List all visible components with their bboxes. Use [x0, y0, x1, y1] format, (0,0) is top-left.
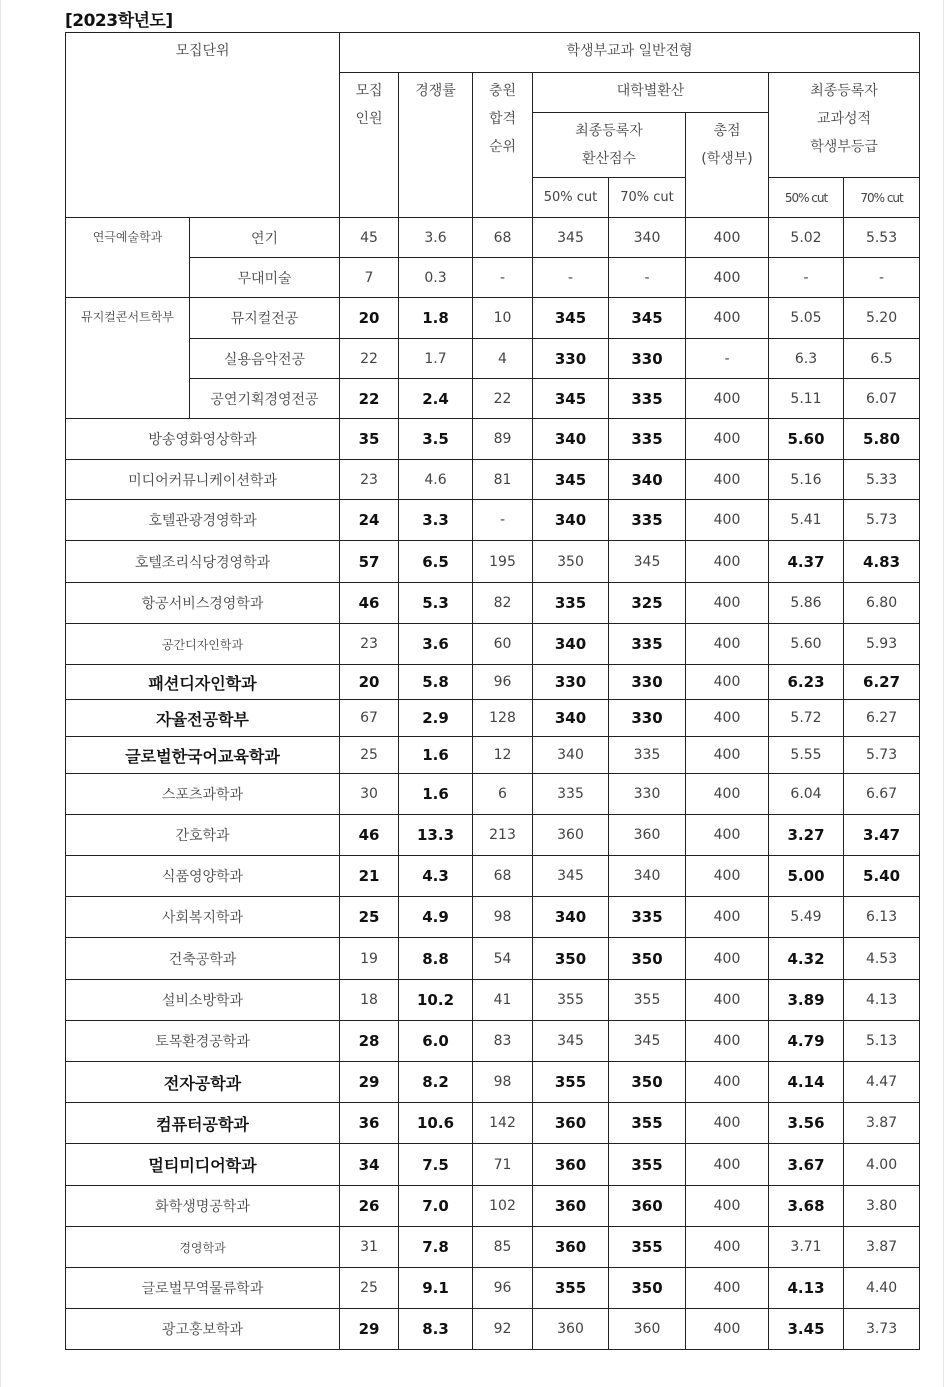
- table-cell: 1.6: [399, 737, 473, 774]
- table-cell: 4.40: [844, 1268, 920, 1309]
- table-cell: 29: [340, 1062, 399, 1103]
- table-cell: 82: [473, 583, 533, 624]
- table-cell: 5.02: [769, 218, 844, 258]
- header-admission-type: 학생부교과 일반전형: [340, 33, 920, 73]
- table-cell: 5.33: [844, 460, 920, 500]
- table-cell: 5.93: [844, 624, 920, 665]
- table-cell: 20: [340, 298, 399, 339]
- table-cell: 355: [533, 980, 609, 1021]
- table-cell: 345: [609, 298, 686, 339]
- table-cell: 5.20: [844, 298, 920, 339]
- table-cell: 335: [609, 897, 686, 938]
- table-cell: 400: [686, 856, 769, 897]
- table-cell: 3.80: [844, 1186, 920, 1227]
- table-cell: 340: [533, 737, 609, 774]
- table-cell: 5.13: [844, 1021, 920, 1062]
- table-cell: -: [473, 258, 533, 298]
- table-cell: -: [473, 500, 533, 541]
- table-cell: 3.27: [769, 815, 844, 856]
- table-cell: 335: [609, 419, 686, 460]
- table-cell: 4.37: [769, 541, 844, 583]
- department-name: 방송영화영상학과: [66, 419, 340, 460]
- table-cell: 5.41: [769, 500, 844, 541]
- table-cell: 195: [473, 541, 533, 583]
- table-cell: 335: [533, 583, 609, 624]
- table-row: [66, 1268, 920, 1309]
- table-cell: 4.47: [844, 1062, 920, 1103]
- table-row: [66, 774, 920, 815]
- table-cell: 340: [533, 500, 609, 541]
- table-cell: 360: [609, 1186, 686, 1227]
- header-competition: 경쟁률: [399, 73, 473, 218]
- table-cell: 46: [340, 583, 399, 624]
- table-cell: 350: [533, 938, 609, 980]
- table-cell: 335: [533, 774, 609, 815]
- table-cell: 1.7: [399, 339, 473, 379]
- table-cell: 4.14: [769, 1062, 844, 1103]
- table-cell: 34: [340, 1144, 399, 1186]
- table-cell: 400: [686, 258, 769, 298]
- table-cell: 400: [686, 624, 769, 665]
- table-cell: 25: [340, 737, 399, 774]
- major-name: 실용음악전공: [190, 339, 340, 379]
- table-cell: 4.32: [769, 938, 844, 980]
- table-cell: 57: [340, 541, 399, 583]
- table-cell: 5.73: [844, 500, 920, 541]
- table-cell: 5.86: [769, 583, 844, 624]
- table-cell: 400: [686, 737, 769, 774]
- department-name: 글로벌한국어교육학과: [66, 737, 340, 774]
- header-recruit: 모집 인원: [340, 73, 399, 218]
- table-cell: 98: [473, 897, 533, 938]
- table-cell: 25: [340, 897, 399, 938]
- table-cell: 5.16: [769, 460, 844, 500]
- table-cell: 400: [686, 379, 769, 419]
- table-cell: 19: [340, 938, 399, 980]
- table-row: [66, 583, 920, 624]
- table-cell: 71: [473, 1144, 533, 1186]
- department-name: 토목환경공학과: [66, 1021, 340, 1062]
- admission-results-table: [65, 32, 920, 1350]
- table-cell: 22: [340, 379, 399, 419]
- table-cell: 3.3: [399, 500, 473, 541]
- table-cell: 400: [686, 460, 769, 500]
- table-cell: 7.5: [399, 1144, 473, 1186]
- table-row: [66, 500, 920, 541]
- table-cell: 4: [473, 339, 533, 379]
- table-cell: 3.71: [769, 1227, 844, 1268]
- table-cell: 340: [609, 856, 686, 897]
- table-row: [66, 665, 920, 700]
- department-name: 경영학과: [66, 1227, 340, 1268]
- table-cell: 10.6: [399, 1103, 473, 1144]
- header-conversion: 대학별환산: [533, 73, 769, 113]
- table-cell: 350: [533, 541, 609, 583]
- table-cell: 345: [533, 298, 609, 339]
- table-cell: 6.5: [844, 339, 920, 379]
- department-name: 전자공학과: [66, 1062, 340, 1103]
- table-row: [66, 737, 920, 774]
- department-name: 광고홍보학과: [66, 1309, 340, 1350]
- department-name: 패션디자인학과: [66, 665, 340, 700]
- table-cell: 13.3: [399, 815, 473, 856]
- department-name: 식품영양학과: [66, 856, 340, 897]
- table-cell: 345: [533, 856, 609, 897]
- table-cell: 340: [533, 624, 609, 665]
- table-cell: 3.6: [399, 624, 473, 665]
- table-row: [66, 980, 920, 1021]
- table-cell: 350: [609, 938, 686, 980]
- table-cell: 360: [533, 1309, 609, 1350]
- table-cell: 35: [340, 419, 399, 460]
- table-cell: -: [769, 258, 844, 298]
- table-cell: 92: [473, 1309, 533, 1350]
- table-row: [66, 856, 920, 897]
- table-cell: -: [533, 258, 609, 298]
- table-row: [66, 1021, 920, 1062]
- table-cell: 360: [533, 1227, 609, 1268]
- table-cell: 4.13: [769, 1268, 844, 1309]
- header-grade: 최종등록자 교과성적 학생부등급: [769, 73, 920, 178]
- table-cell: 355: [609, 1227, 686, 1268]
- table-cell: 340: [533, 419, 609, 460]
- table-cell: 6.27: [844, 700, 920, 737]
- table-cell: 4.6: [399, 460, 473, 500]
- table-cell: -: [609, 258, 686, 298]
- table-cell: 330: [609, 665, 686, 700]
- table-cell: 5.11: [769, 379, 844, 419]
- table-cell: 5.80: [844, 419, 920, 460]
- table-cell: 1.8: [399, 298, 473, 339]
- department-name: 항공서비스경영학과: [66, 583, 340, 624]
- table-cell: 3.47: [844, 815, 920, 856]
- table-cell: 4.53: [844, 938, 920, 980]
- table-cell: 89: [473, 419, 533, 460]
- table-cell: 6.3: [769, 339, 844, 379]
- table-cell: 26: [340, 1186, 399, 1227]
- table-cell: 400: [686, 1227, 769, 1268]
- table-cell: 18: [340, 980, 399, 1021]
- table-cell: 345: [609, 541, 686, 583]
- table-cell: 400: [686, 1186, 769, 1227]
- table-row: [66, 298, 920, 339]
- table-cell: 330: [609, 339, 686, 379]
- table-row: [66, 700, 920, 737]
- table-cell: 6.04: [769, 774, 844, 815]
- table-cell: 360: [533, 1103, 609, 1144]
- table-cell: 355: [609, 1144, 686, 1186]
- header-cut70: 70% cut: [609, 178, 686, 218]
- table-cell: 355: [533, 1268, 609, 1309]
- table-cell: 8.2: [399, 1062, 473, 1103]
- department-name: 호텔관광경영학과: [66, 500, 340, 541]
- table-cell: 3.67: [769, 1144, 844, 1186]
- department-name: 멀티미디어학과: [66, 1144, 340, 1186]
- major-name: 무대미술: [190, 258, 340, 298]
- table-cell: 3.68: [769, 1186, 844, 1227]
- table-cell: 10: [473, 298, 533, 339]
- table-cell: 340: [609, 218, 686, 258]
- table-cell: 3.45: [769, 1309, 844, 1350]
- table-cell: 400: [686, 500, 769, 541]
- table-cell: 5.3: [399, 583, 473, 624]
- table-row: [66, 1062, 920, 1103]
- table-cell: 20: [340, 665, 399, 700]
- table-cell: 85: [473, 1227, 533, 1268]
- header-unit: 모집단위: [66, 33, 340, 218]
- table-cell: 29: [340, 1309, 399, 1350]
- table-cell: 4.13: [844, 980, 920, 1021]
- table-cell: 5.60: [769, 624, 844, 665]
- header-grade-cut70: 70% cut: [844, 178, 920, 218]
- department-name: 공간디자인학과: [66, 624, 340, 665]
- table-row: [66, 1227, 920, 1268]
- table-cell: 22: [340, 339, 399, 379]
- table-row: [66, 258, 920, 298]
- table-cell: 6.07: [844, 379, 920, 419]
- table-cell: 400: [686, 1062, 769, 1103]
- table-cell: 25: [340, 1268, 399, 1309]
- table-cell: 4.79: [769, 1021, 844, 1062]
- table-cell: 98: [473, 1062, 533, 1103]
- table-cell: 22: [473, 379, 533, 419]
- table-cell: 400: [686, 815, 769, 856]
- table-cell: 3.56: [769, 1103, 844, 1144]
- department-name: 호텔조리식당경영학과: [66, 541, 340, 583]
- table-row: [66, 339, 920, 379]
- table-row: [66, 1103, 920, 1144]
- major-name: 공연기획경영전공: [190, 379, 340, 419]
- table-cell: 400: [686, 980, 769, 1021]
- table-cell: -: [844, 258, 920, 298]
- table-cell: 350: [609, 1062, 686, 1103]
- header-waitlist: 충원 합격 순위: [473, 73, 533, 218]
- table-cell: 83: [473, 1021, 533, 1062]
- table-cell: 7: [340, 258, 399, 298]
- table-cell: 400: [686, 774, 769, 815]
- header-conv-score: 최종등록자 환산점수: [533, 113, 686, 178]
- table-cell: 68: [473, 856, 533, 897]
- table-cell: 5.8: [399, 665, 473, 700]
- table-cell: 330: [533, 665, 609, 700]
- table-cell: 68: [473, 218, 533, 258]
- table-cell: 67: [340, 700, 399, 737]
- table-cell: 345: [533, 1021, 609, 1062]
- table-row: [66, 379, 920, 419]
- department-name: 자율전공학부: [66, 700, 340, 737]
- table-cell: 24: [340, 500, 399, 541]
- table-cell: 400: [686, 665, 769, 700]
- table-cell: 6.80: [844, 583, 920, 624]
- table-cell: 96: [473, 1268, 533, 1309]
- table-cell: 12: [473, 737, 533, 774]
- table-cell: 10.2: [399, 980, 473, 1021]
- table-cell: 3.5: [399, 419, 473, 460]
- table-cell: 345: [533, 460, 609, 500]
- table-row: [66, 1309, 920, 1350]
- table-cell: 400: [686, 700, 769, 737]
- table-cell: 400: [686, 1021, 769, 1062]
- table-cell: 325: [609, 583, 686, 624]
- table-cell: 60: [473, 624, 533, 665]
- table-cell: 5.05: [769, 298, 844, 339]
- table-cell: 400: [686, 1144, 769, 1186]
- table-cell: 2.9: [399, 700, 473, 737]
- table-cell: 4.3: [399, 856, 473, 897]
- department-name: 글로벌무역물류학과: [66, 1268, 340, 1309]
- table-cell: 102: [473, 1186, 533, 1227]
- table-cell: 330: [533, 339, 609, 379]
- table-cell: 36: [340, 1103, 399, 1144]
- table-cell: 355: [533, 1062, 609, 1103]
- department-group-name: 연극예술학과: [66, 218, 190, 298]
- table-cell: 335: [609, 624, 686, 665]
- table-cell: 355: [609, 1103, 686, 1144]
- table-cell: 5.72: [769, 700, 844, 737]
- table-cell: -: [686, 339, 769, 379]
- table-row: [66, 1186, 920, 1227]
- department-name: 건축공학과: [66, 938, 340, 980]
- table-cell: 360: [533, 1144, 609, 1186]
- department-group-name: 뮤지컬콘서트학부: [66, 298, 190, 419]
- table-row: [66, 1144, 920, 1186]
- table-cell: 350: [609, 1268, 686, 1309]
- table-cell: 6.27: [844, 665, 920, 700]
- table-cell: 46: [340, 815, 399, 856]
- department-name: 간호학과: [66, 815, 340, 856]
- table-cell: 5.40: [844, 856, 920, 897]
- table-cell: 400: [686, 1309, 769, 1350]
- department-name: 미디어커뮤니케이션학과: [66, 460, 340, 500]
- table-cell: 30: [340, 774, 399, 815]
- table-cell: 41: [473, 980, 533, 1021]
- table-row: [66, 541, 920, 583]
- table-row: [66, 419, 920, 460]
- table-cell: 23: [340, 460, 399, 500]
- major-name: 뮤지컬전공: [190, 298, 340, 339]
- table-cell: 360: [533, 815, 609, 856]
- table-cell: 5.73: [844, 737, 920, 774]
- table-cell: 6.67: [844, 774, 920, 815]
- table-cell: 23: [340, 624, 399, 665]
- table-cell: 400: [686, 583, 769, 624]
- table-cell: 2.4: [399, 379, 473, 419]
- table-cell: 400: [686, 541, 769, 583]
- table-cell: 7.0: [399, 1186, 473, 1227]
- table-cell: 28: [340, 1021, 399, 1062]
- table-cell: 3.89: [769, 980, 844, 1021]
- table-row: [66, 897, 920, 938]
- table-cell: 340: [609, 460, 686, 500]
- table-cell: 5.00: [769, 856, 844, 897]
- table-cell: 1.6: [399, 774, 473, 815]
- table-cell: 8.3: [399, 1309, 473, 1350]
- table-cell: 400: [686, 897, 769, 938]
- table-cell: 3.6: [399, 218, 473, 258]
- table-cell: 0.3: [399, 258, 473, 298]
- table-row: [66, 460, 920, 500]
- table-cell: 213: [473, 815, 533, 856]
- table-cell: 340: [533, 700, 609, 737]
- table-cell: 6.5: [399, 541, 473, 583]
- table-row: [66, 624, 920, 665]
- table-cell: 400: [686, 218, 769, 258]
- table-cell: 31: [340, 1227, 399, 1268]
- table-cell: 54: [473, 938, 533, 980]
- table-cell: 400: [686, 1103, 769, 1144]
- table-cell: 400: [686, 419, 769, 460]
- table-cell: 5.60: [769, 419, 844, 460]
- table-cell: 6.13: [844, 897, 920, 938]
- department-name: 화학생명공학과: [66, 1186, 340, 1227]
- table-cell: 345: [609, 1021, 686, 1062]
- table-cell: 21: [340, 856, 399, 897]
- table-cell: 330: [609, 700, 686, 737]
- table-cell: 81: [473, 460, 533, 500]
- major-name: 연기: [190, 218, 340, 258]
- table-cell: 6.0: [399, 1021, 473, 1062]
- table-cell: 335: [609, 379, 686, 419]
- table-row: [66, 815, 920, 856]
- header-grade-cut50: 50% cut: [769, 178, 844, 218]
- department-name: 사회복지학과: [66, 897, 340, 938]
- table-cell: 142: [473, 1103, 533, 1144]
- table-cell: 335: [609, 737, 686, 774]
- table-cell: 4.83: [844, 541, 920, 583]
- department-name: 스포츠과학과: [66, 774, 340, 815]
- table-row: [66, 938, 920, 980]
- department-name: 설비소방학과: [66, 980, 340, 1021]
- table-cell: 330: [609, 774, 686, 815]
- table-cell: 3.73: [844, 1309, 920, 1350]
- table-cell: 8.8: [399, 938, 473, 980]
- table-cell: 45: [340, 218, 399, 258]
- header-total: 총점 (학생부): [686, 113, 769, 218]
- table-cell: 400: [686, 938, 769, 980]
- table-cell: 5.55: [769, 737, 844, 774]
- table-cell: 335: [609, 500, 686, 541]
- header-cut50: 50% cut: [533, 178, 609, 218]
- table-cell: 6: [473, 774, 533, 815]
- table-cell: 96: [473, 665, 533, 700]
- table-cell: 5.53: [844, 218, 920, 258]
- table-cell: 9.1: [399, 1268, 473, 1309]
- table-cell: 7.8: [399, 1227, 473, 1268]
- table-cell: 355: [609, 980, 686, 1021]
- table-cell: 400: [686, 298, 769, 339]
- table-cell: 340: [533, 897, 609, 938]
- table-cell: 4.9: [399, 897, 473, 938]
- department-name: 컴퓨터공학과: [66, 1103, 340, 1144]
- table-cell: 5.49: [769, 897, 844, 938]
- table-cell: 4.00: [844, 1144, 920, 1186]
- table-cell: 360: [609, 1309, 686, 1350]
- table-cell: 3.87: [844, 1227, 920, 1268]
- table-cell: 6.23: [769, 665, 844, 700]
- table-cell: 345: [533, 379, 609, 419]
- table-row: [66, 218, 920, 258]
- table-cell: 128: [473, 700, 533, 737]
- page-title: [2023학년도]: [65, 11, 173, 31]
- table-cell: 400: [686, 1268, 769, 1309]
- table-cell: 360: [533, 1186, 609, 1227]
- table-cell: 345: [533, 218, 609, 258]
- table-cell: 3.87: [844, 1103, 920, 1144]
- table-cell: 360: [609, 815, 686, 856]
